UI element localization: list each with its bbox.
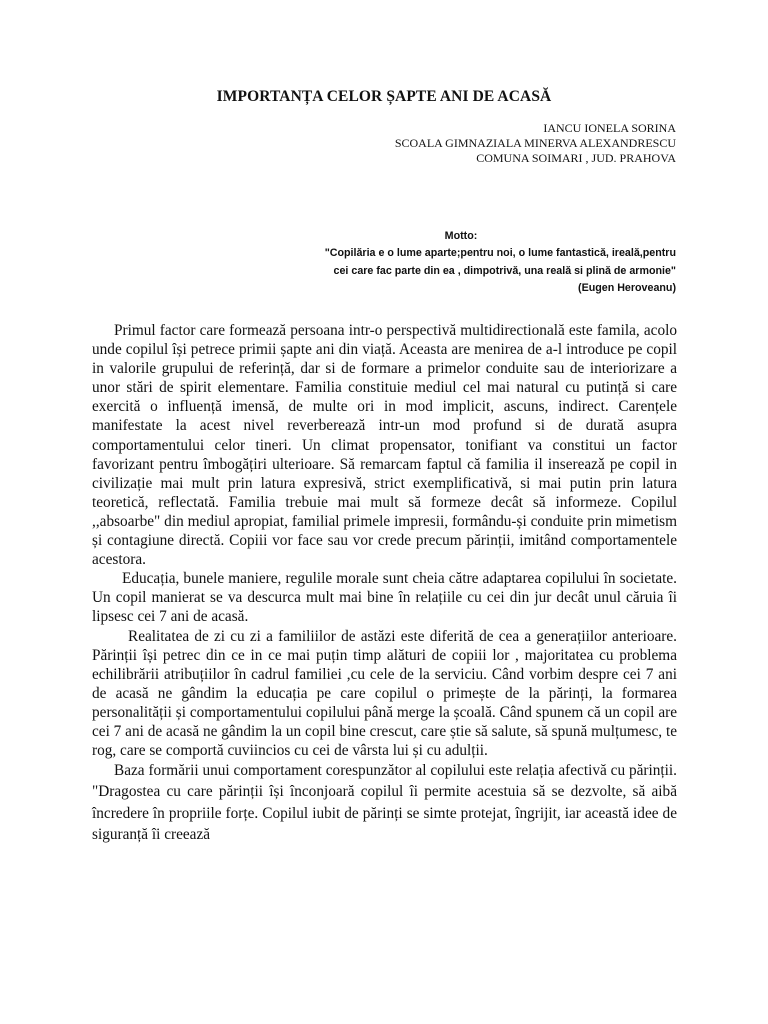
body-paragraph-2: Educația, bunele maniere, regulile morale sunt cheia către adaptarea copilului în societate. Un copil manierat se va descurca mult mai bine în relațiile cu cei din jur decât unul căruia îi lipsesc cei 7 ani de acasă. xyxy=(92,570,677,626)
body-paragraph-4: Baza formării unui comportament corespunzător al copilului este relația afectivă cu părinții. "Dragostea cu care părinții își înconjoară copilul îi permite acestuia să se dezvolte, să aibă încredere în propriile forțe. Copilul iubit de părinți se simte protejat, îngrijit, iar această idee de siguranță îi creează xyxy=(92,762,677,843)
motto-block xyxy=(206,228,676,298)
author-location: COMUNA SOIMARI , JUD. PRAHOVA xyxy=(476,151,676,165)
author-block xyxy=(395,121,676,166)
body-paragraph-3: Realitatea de zi cu zi a familiilor de astăzi este diferită de cea a generațiilor anterioare. Părinții își petrec din ce in ce mai puțin timp alături de copiii lor , majoritatea cu problema echilibrării atribuțiilor în cadrul familiei ,cu cele de la serviciu. Când vorbim despre cei 7 ani de acasă ne gândim la educația pe care copilul o primește de la părinți, la formarea personalității și comportamentului copilului până merge la școală. Când spunem că un copil are cei 7 ani de acasă ne gândim la un copil bine crescut, care știe să salute, să spună mulțumesc, te rog, care se comportă cuviincios cu cei de vârsta lui și cu adulții. xyxy=(92,627,677,760)
author-name: IANCU IONELA SORINA xyxy=(543,121,676,135)
document-body xyxy=(92,321,677,845)
document-title: IMPORTANȚA CELOR ȘAPTE ANI DE ACASĂ xyxy=(216,88,552,105)
motto-label: Motto: xyxy=(444,230,478,242)
motto-line-1: "Copilăria e o lume aparte;pentru noi, o lume fantastică, ireală,pentru xyxy=(324,247,676,260)
motto-attribution: (Eugen Heroveanu) xyxy=(578,282,676,295)
body-paragraph-1: Primul factor care formează persoana intr-o perspectivă multidirectională este famila, acolo unde copilul își petrece primii șapte ani din viață. Aceasta are menirea de a-l introduce pe copil in valorile grupului de referință, dar si de formare a primelor conduite sau de interiorizare a unor stări de spirit elementare. Familia constituie mediul cel mai natural cu putință si care exercită o influență imensă, de multe ori in mod implicit, ascuns, indirect. Carențele manifestate la acest nivel reverberează intr-un mod profund si de durată asupra comportamentului celor tineri. Un climat propensator, tonifiant va constitui un factor favorizant pentru îmbogățiri ulterioare. Să remarcam faptul că familia il insereazǎ pe copil in civilizație mai mult prin latura expresivă, strict exemplificativă, si mai putin prin latura teoretică, reflectată. Familia trebuie mai mult să formeze decât să informeze. Copilul ,,absoarbe" din mediul apropiat, familial primele impresii, formându-și conduite prin mimetism și contagiune directă. Copiii vor face sau vor crede precum părinții, imitând comportamentele acestora. xyxy=(92,322,677,569)
motto-line-2: cei care fac parte din ea , dimpotrivă, una reală si plină de armonie" xyxy=(333,264,676,277)
author-school: SCOALA GIMNAZIALA MINERVA ALEXANDRESCU xyxy=(394,136,676,150)
